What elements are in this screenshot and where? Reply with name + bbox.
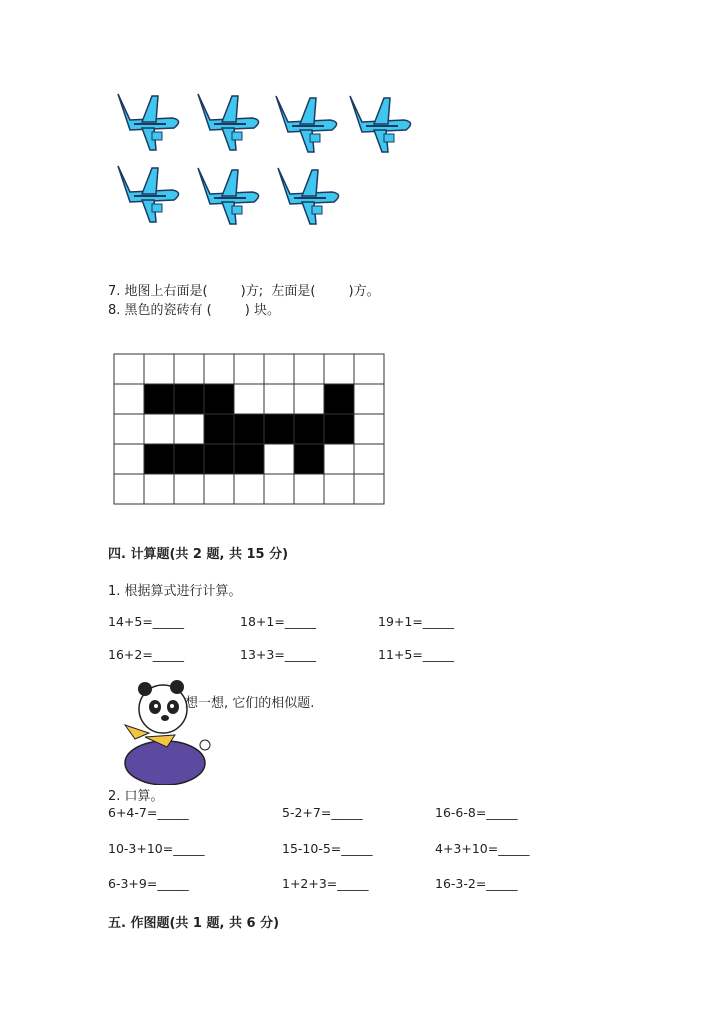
calc-item: 11+5=_____	[378, 647, 455, 662]
airplane-icon	[270, 90, 344, 160]
calc-item: 16-3-2=_____	[435, 876, 518, 891]
grid-cell	[264, 474, 294, 504]
grid-cell	[234, 414, 264, 444]
calc-item: 10-3+10=_____	[108, 841, 205, 856]
grid-cell	[324, 384, 354, 414]
grid-cell	[204, 474, 234, 504]
grid-cell	[144, 384, 174, 414]
grid-cell	[234, 474, 264, 504]
grid-cell	[144, 414, 174, 444]
grid-cell	[264, 444, 294, 474]
airplanes-illustration	[112, 88, 432, 248]
grid-cell	[144, 474, 174, 504]
problem-1-title: 1. 根据算式进行计算。	[108, 584, 242, 599]
grid-cell	[324, 474, 354, 504]
section-5-title: 五. 作图题(共 1 题, 共 6 分)	[108, 916, 280, 931]
grid-cell	[354, 444, 384, 474]
grid-cell	[354, 474, 384, 504]
grid-cell	[144, 444, 174, 474]
grid-cell	[114, 414, 144, 444]
airplane-icon	[344, 90, 418, 160]
airplane-icon	[112, 160, 186, 230]
grid-cell	[294, 354, 324, 384]
question-7: 7. 地图上右面是( )方; 左面是( )方。	[108, 284, 380, 299]
grid-cell	[174, 474, 204, 504]
question-8: 8. 黑色的瓷砖有 ( ) 块。	[108, 303, 281, 318]
grid-cell	[144, 354, 174, 384]
airplane-icon	[192, 88, 266, 158]
grid-cell	[294, 414, 324, 444]
grid-cell	[264, 384, 294, 414]
grid-cell	[204, 414, 234, 444]
calc-item: 6-3+9=_____	[108, 876, 189, 891]
grid-cell	[204, 384, 234, 414]
problem-2-title: 2. 口算。	[108, 789, 164, 804]
calc-item: 19+1=_____	[378, 614, 455, 629]
grid-cell	[234, 354, 264, 384]
grid-cell	[174, 444, 204, 474]
calc-item: 16+2=_____	[108, 647, 185, 662]
grid-cell	[234, 384, 264, 414]
airplane-icon	[112, 88, 186, 158]
section-4-title: 四. 计算题(共 2 题, 共 15 分)	[108, 547, 289, 562]
grid-cell	[294, 384, 324, 414]
grid-cell	[234, 444, 264, 474]
airplane-icon	[272, 162, 346, 232]
grid-cell	[204, 354, 234, 384]
calc-item: 1+2+3=_____	[282, 876, 369, 891]
grid-cell	[324, 354, 354, 384]
grid-cell	[114, 354, 144, 384]
grid-cell	[204, 444, 234, 474]
grid-cell	[294, 444, 324, 474]
grid-cell	[174, 384, 204, 414]
airplane-icon	[192, 162, 266, 232]
grid-cell	[324, 444, 354, 474]
calc-item: 18+1=_____	[240, 614, 317, 629]
calc-item: 6+4-7=_____	[108, 805, 189, 820]
calc-item: 13+3=_____	[240, 647, 317, 662]
calc-item: 14+5=_____	[108, 614, 185, 629]
grid-cell	[114, 444, 144, 474]
calc-item: 5-2+7=_____	[282, 805, 363, 820]
grid-cell	[354, 414, 384, 444]
grid-cell	[174, 354, 204, 384]
grid-cell	[174, 414, 204, 444]
calc-item: 15-10-5=_____	[282, 841, 373, 856]
grid-cell	[354, 354, 384, 384]
grid-cell	[294, 474, 324, 504]
tile-grid	[113, 353, 385, 505]
grid-cell	[354, 384, 384, 414]
grid-cell	[114, 384, 144, 414]
thought-bubble-text: 想一想, 它们的相似题.	[185, 696, 315, 711]
grid-cell	[324, 414, 354, 444]
grid-cell	[114, 474, 144, 504]
calc-item: 16-6-8=_____	[435, 805, 518, 820]
grid-cell	[264, 354, 294, 384]
calc-item: 4+3+10=_____	[435, 841, 530, 856]
grid-cell	[264, 414, 294, 444]
